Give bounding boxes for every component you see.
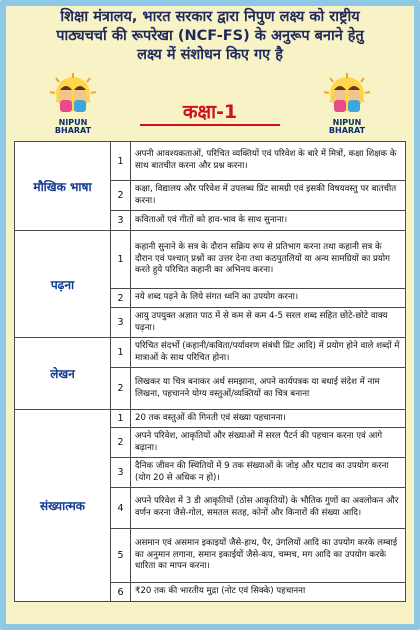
class-title: कक्षा-1	[140, 100, 280, 126]
row-number: 3	[111, 211, 131, 231]
outcome-text: दैनिक जीवन की स्थितियों में 9 तक संख्याओं के जोड़ और घटाव का उपयोग करना (योग 20 से अधिक न हो)।	[131, 458, 406, 488]
outcome-text: कविताओं एवं गीतों को हाव-भाव के साथ सुनाना।	[131, 211, 406, 231]
table-row	[15, 231, 406, 289]
outcome-text: कहानी सुनाने के सत्र के दौरान सक्रिय रूप से प्रतिभाग करना तथा कहानी सत्र के दौरान एवं पश्चात् प्रश्नों का उत्तर देना तथा कठपुतलियों या अन्य सामग्रियों का प्रयोग करते हुये परिचित कहानी का अभिनय करना।	[131, 231, 406, 289]
row-number: 2	[111, 181, 131, 211]
outcome-text: अपने परिवेश में 3 डी आकृतियों (ठोस आकृतियों) के भौतिक गुणों का अवलोकन और वर्णन करना जैसे-गोल, समतल सतह, कोनों और किनारों की संख्या आदि।	[131, 488, 406, 529]
row-number: 1	[111, 231, 131, 289]
outcome-text: लिखकर या चित्र बनाकर अर्थ समझाना, अपने कार्यपत्रक या बधाई संदेश में नाम लिखना, पहचानने योग्य वस्तुओं/व्यक्तियों का चित्र बनाना	[131, 368, 406, 410]
subject-oral-language: मौखिक भाषा	[15, 142, 111, 231]
table-row	[15, 410, 406, 428]
row-number: 3	[111, 308, 131, 338]
row-number: 3	[111, 458, 131, 488]
subject-numeracy: संख्यात्मक	[15, 410, 111, 602]
row-number: 1	[111, 142, 131, 181]
subject-reading: पढ़ना	[15, 231, 111, 338]
row-number: 6	[111, 583, 131, 602]
header-title-line-2: पाठ्यचर्चा की रूपरेखा (NCF-FS) के अनुरूप बनाने हेतु	[56, 28, 364, 44]
row-number: 1	[111, 338, 131, 368]
row-number: 1	[111, 410, 131, 428]
logo-right-label: NIPUN BHARAT	[328, 118, 366, 135]
header-title-line-3: लक्ष्य में संशोधन किए गए है	[137, 47, 283, 63]
header-title-line-1: शिक्षा मंत्रालय, भारत सरकार द्वारा निपुण लक्ष्य को राष्ट्रीय	[60, 9, 360, 25]
outcome-text: असमान एवं असमान इकाइयों जैसे-हाथ, पैर, उंगलियों आदि का उपयोग करके लम्बाई का अनुमान लगाना, समान इकाईयों जैसे-कप, चम्मच, मग आदि का उपयोग करके धारिता का मापन करना।	[131, 529, 406, 583]
row-number: 2	[111, 428, 131, 458]
logo-left-label: NIPUN BHARAT	[54, 118, 92, 135]
subject-writing: लेखन	[15, 338, 111, 410]
row-number: 2	[111, 368, 131, 410]
table-row	[15, 338, 406, 368]
outcome-text: ₹20 तक की भारतीय मुद्रा (नोट एवं सिक्के) पहचानना	[131, 583, 406, 602]
outcome-text: आयु उपयुक्त अज्ञात पाठ में से कम से कम 4-5 सरल शब्द सहित छोटे-छोटे वाक्य पढ़ना।	[131, 308, 406, 338]
page-header	[10, 8, 410, 78]
outcome-text: अपने परिवेश, आकृतियों और संख्याओं में सरल पैटर्न की पहचान करना एवं आगे बढ़ाना।	[131, 428, 406, 458]
outcome-text: नये शब्द पढ़ने के लिये संगत ध्वनि का उपयोग करना।	[131, 289, 406, 308]
outcome-text: परिचित संदर्भो (कहानी/कविता/पर्यावरण संबंधी प्रिंट आदि) में प्रयोग होने वाले शब्दों में मात्राओं के साथ परिचित होना।	[131, 338, 406, 368]
row-number: 4	[111, 488, 131, 529]
learning-outcomes-table	[14, 141, 406, 602]
row-number: 2	[111, 289, 131, 308]
row-number: 5	[111, 529, 131, 583]
table-row	[15, 142, 406, 181]
outcome-text: कक्षा, विद्यालय और परिवेश में उपलब्ध प्रिंट सामग्री एवं इसकी विषयवस्तु पर बातचीत करना।	[131, 181, 406, 211]
outcome-text: 20 तक वस्तुओं की गिनती एवं संख्या पहचानना।	[131, 410, 406, 428]
outcome-text: अपनी आवश्यकताओं, परिचित व्यक्तियों एवं परिवेश के बारे में मित्रों, कक्षा शिक्षक के साथ बातचीत करना और प्रश्न करना।	[131, 142, 406, 181]
